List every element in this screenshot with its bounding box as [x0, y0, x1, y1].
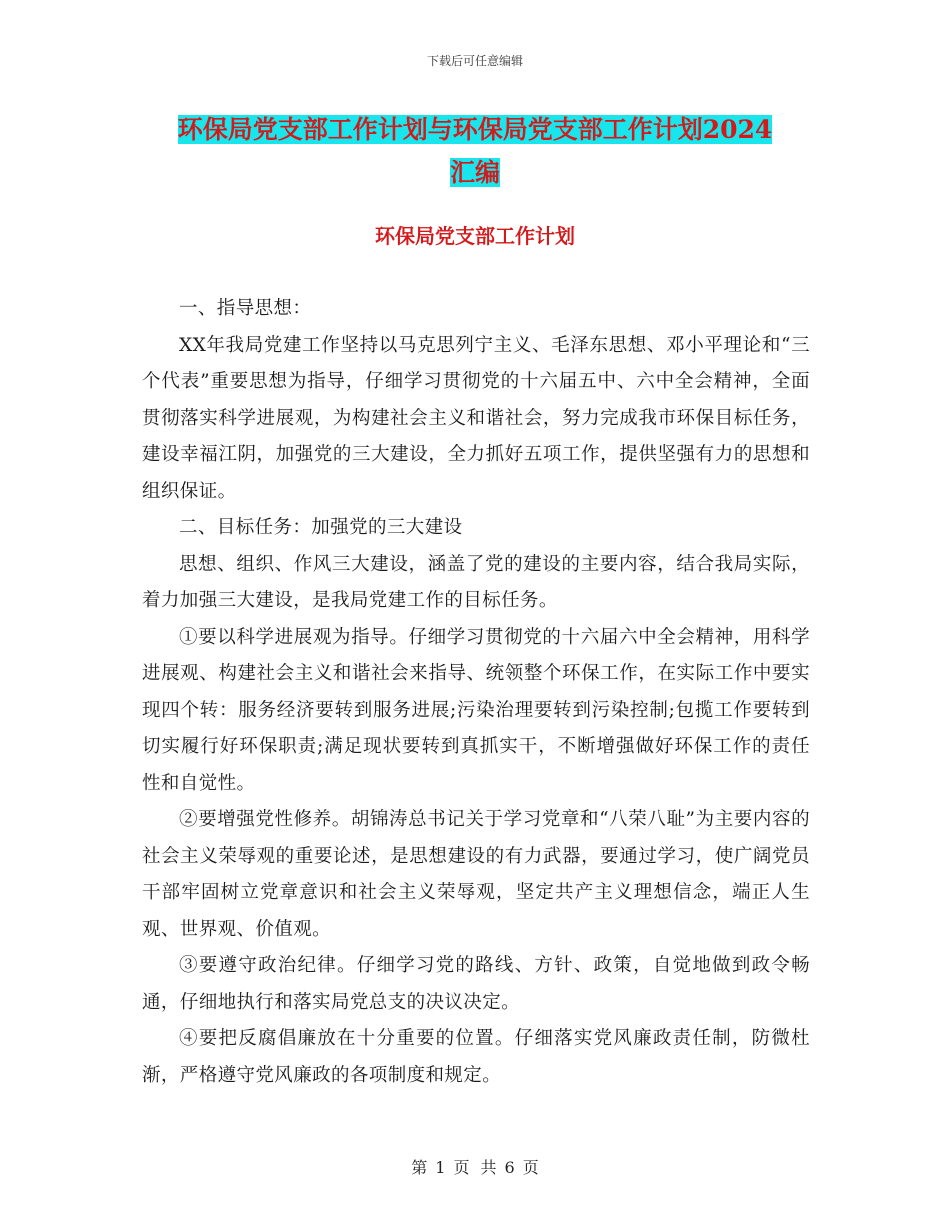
paragraph: XX年我局党建工作坚持以马克思列宁主义、毛泽东思想、邓小平理论和“三个代表”重要思想为指导，仔细学习贯彻党的十六届五中、六中全会精神，全面贯彻落实科学进展观，为构建社会主义和谐社会，努力完成我市环保目标任务，建设幸福江阴，加强党的三大建设，全力抓好五项工作，提供坚强有力的思想和组织保证。 — [142, 334, 810, 502]
section-title: 环保局党支部工作计划 — [375, 224, 575, 248]
footer-suffix: 页 — [522, 1158, 539, 1177]
paragraph: 思想、组织、作风三大建设，涵盖了党的建设的主要内容，结合我局实际，着力加强三大建设，是我局党建工作的目标任务。 — [142, 553, 810, 611]
page-number: 1 — [435, 1158, 446, 1177]
paragraph: ②要增强党性修养。胡锦涛总书记关于学习党章和“八荣八耻”为主要内容的社会主义荣辱观的重要论述，是思想建设的有力武器，要通过学习，使广阔党员干部牢固树立党章意识和社会主义荣辱观，坚定共产主义理想信念，端正人生观、世界观、价值观。 — [142, 809, 810, 940]
paragraph: ③要遵守政治纪律。仔细学习党的路线、方针、政策，自觉地做到政令畅通，仔细地执行和落实局党总支的决议决定。 — [142, 955, 810, 1013]
header-note: 下载后可任意编辑 — [426, 54, 523, 68]
page-footer — [0, 1155, 950, 1178]
total-pages: 6 — [504, 1158, 515, 1177]
body-text — [142, 291, 810, 1094]
paragraph: ④要把反腐倡廉放在十分重要的位置。仔细落实党风廉政责任制，防微杜渐，严格遵守党风廉政的各项制度和规定。 — [142, 1028, 810, 1086]
footer-middle: 页 共 — [453, 1158, 497, 1177]
paragraph: ①要以科学进展观为指导。仔细学习贯彻党的十六届六中全会精神，用科学进展观、构建社会主义和谐社会来指导、统领整个环保工作，在实际工作中要实现四个转：服务经济要转到服务进展;污染治理要转到污染控制;包揽工作要转到切实履行好环保职责;满足现状要转到真抓实干，不断增强做好环保工作的责任性和自觉性。 — [142, 626, 810, 794]
paragraph: 二、目标任务：加强党的三大建设 — [179, 517, 463, 538]
document-title — [0, 108, 950, 194]
paragraph: 一、指导思想： — [179, 298, 312, 319]
document-title-line1: 环保局党支部工作计划与环保局党支部工作计划2024 — [177, 115, 773, 144]
footer-prefix: 第 — [411, 1158, 428, 1177]
document-title-line2: 汇编 — [449, 158, 500, 187]
